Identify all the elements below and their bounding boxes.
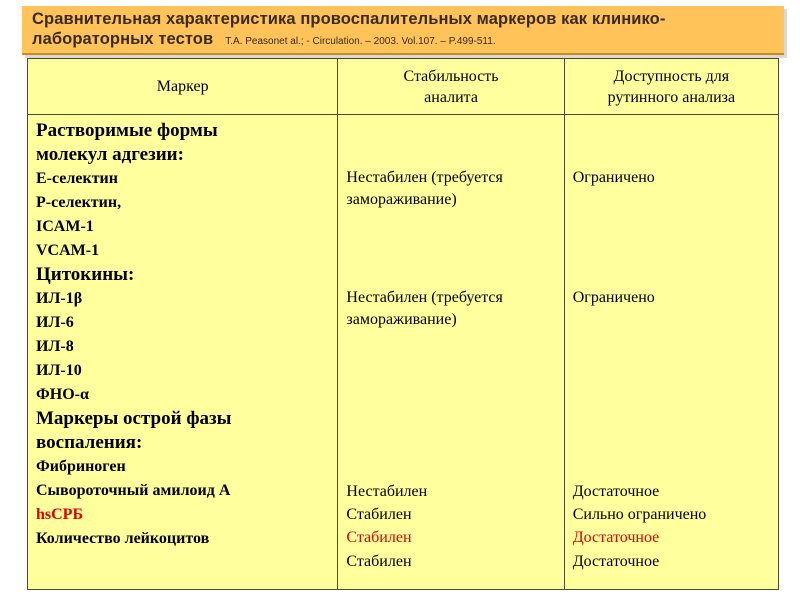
list-item: ИЛ-8 xyxy=(36,338,74,355)
availability-group1: Ограничено xyxy=(572,169,655,186)
group-title-acute-phase: Маркеры острой фазы воспаления: xyxy=(36,408,232,453)
marker-cell xyxy=(28,115,338,590)
list-item: ИЛ-1β xyxy=(36,290,83,307)
page-title: Сравнительная характеристика провоспалительных маркеров как клинико-лабораторных тестов xyxy=(32,10,666,48)
list-item: Сывороточный амилоид А xyxy=(36,482,231,499)
list-item: Р-селектин, xyxy=(36,194,122,211)
header-stability-text: Стабильность аналита xyxy=(403,67,499,106)
stability-group1: Нестабилен (требуется замораживание) xyxy=(346,169,503,208)
availability-amyloid: Сильно ограничено xyxy=(572,506,707,523)
availability-fibrinogen: Достаточное xyxy=(572,483,660,500)
header-availability xyxy=(564,59,778,115)
comparison-table xyxy=(27,58,779,590)
list-item: ИЛ-6 xyxy=(36,314,74,331)
stability-fibrinogen: Нестабилен xyxy=(346,483,428,500)
list-item: VCAM-1 xyxy=(36,242,100,259)
list-item: ИЛ-10 xyxy=(36,362,82,379)
list-item: Е-селектин xyxy=(36,170,118,187)
citation: T.A. Peasonet al.; - Circulation. – 2003. Vol.107. – P.499-511. xyxy=(225,36,496,47)
stability-leukocytes: Стабилен xyxy=(346,553,412,570)
title-bar xyxy=(22,6,784,55)
group-title-cytokines: Цитокины: xyxy=(36,264,135,285)
list-item: ICAM-1 xyxy=(36,218,94,235)
availability-hscrp: Достаточное xyxy=(572,529,660,546)
list-item: Количество лейкоцитов xyxy=(36,530,210,547)
header-availability-text: Доступность для рутинного анализа xyxy=(607,67,736,106)
stability-cell xyxy=(338,115,564,590)
header-stability xyxy=(338,59,564,115)
list-item-highlight: hsСРБ xyxy=(36,506,84,523)
table-body-row xyxy=(28,115,779,590)
availability-group2: Ограничено xyxy=(572,289,655,306)
availability-leukocytes: Достаточное xyxy=(572,553,660,570)
stability-amyloid: Стабилен xyxy=(346,506,412,523)
header-marker: Маркер xyxy=(28,59,338,115)
availability-cell xyxy=(564,115,778,590)
table-header-row xyxy=(28,59,779,115)
group-title-adhesion: Растворимые формы молекул адгезии: xyxy=(36,120,218,165)
list-item: Фибриноген xyxy=(36,458,126,475)
stability-group2: Нестабилен (требуется замораживание) xyxy=(346,289,503,328)
stability-hscrp: Стабилен xyxy=(346,529,412,546)
list-item: ФНО-α xyxy=(36,386,89,403)
